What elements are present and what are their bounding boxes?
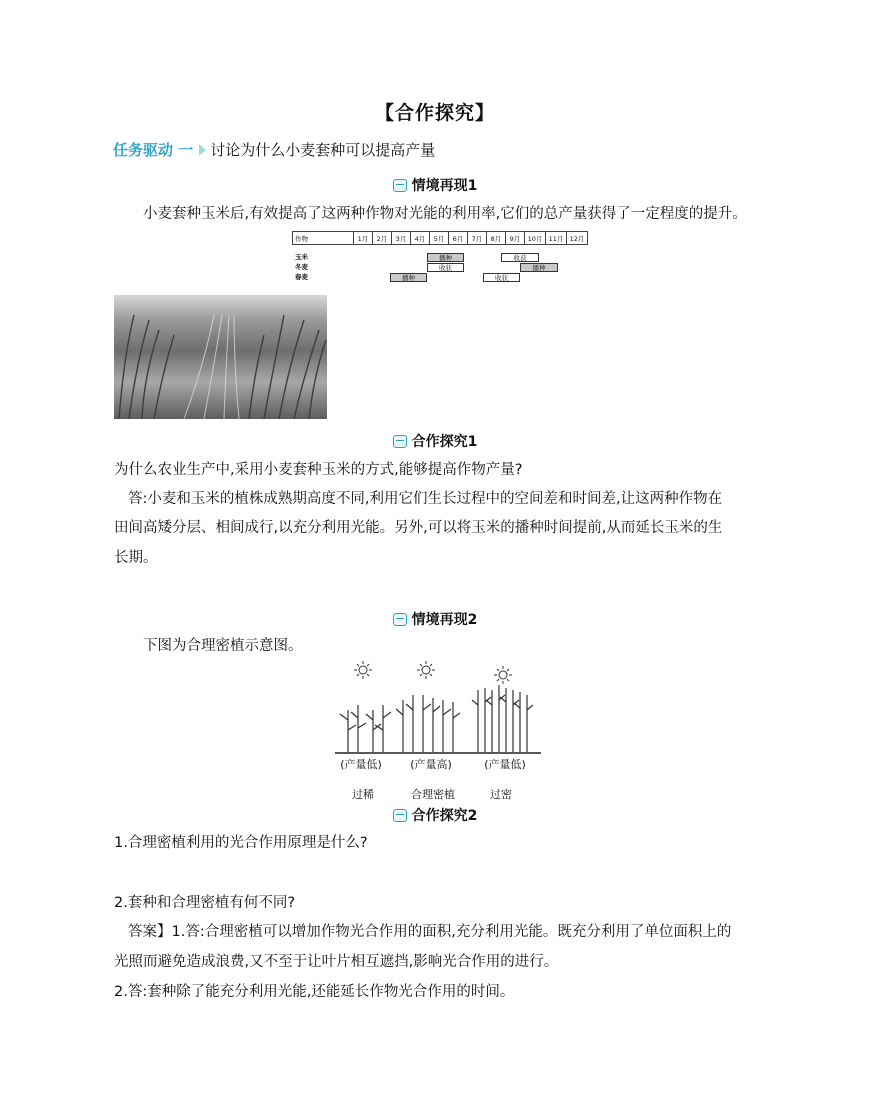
arrow-icon [199,144,206,156]
scenario2-text: 下图为合理密植示意图。 [143,638,303,654]
table-header-cell: 6月 [449,232,468,245]
scenario1-heading-text: 情境再现1 [411,178,478,194]
table-header-cell: 11月 [546,232,567,245]
task-header [113,139,435,160]
explore1-answer-line: 田间高矮分层、相间成行,以充分利用光能。另外,可以将玉米的播种时间提前,从而延长玉米的生 [114,520,723,536]
table-header-cell: 8月 [487,232,506,245]
table-header-cell: 3月 [392,232,411,245]
table-header-cell: 5月 [430,232,449,245]
explore1-answer-line: 长期。 [114,550,158,566]
schedule-bar: 收获 [483,273,520,282]
table-header-cell: 10月 [525,232,546,245]
schedule-bar: 播种 [520,263,558,272]
scenario1-text: 小麦套种玉米后,有效提高了这两种作物对光能的利用率,它们的总产量获得了一定程度的提升。 [143,206,747,222]
explore2-question-1: 1.合理密植利用的光合作用原理是什么? [114,835,368,851]
table-header-cell: 7月 [468,232,487,245]
crop-schedule-table [292,231,588,245]
density-label: 过密 [490,788,512,801]
planting-density-diagram [333,660,543,800]
explore1-heading [0,431,870,451]
book-icon [393,179,407,192]
table-header-cell: 1月 [354,232,373,245]
wheat-corn-field-photo [114,295,327,419]
explore2-heading-text: 合作探究2 [411,808,478,824]
crop-label: 玉米 [295,253,308,261]
yield-label: (产量低) [484,758,526,771]
book-icon [393,613,407,626]
schedule-bar: 收获 [501,253,539,262]
explore1-question: 为什么农业生产中,采用小麦套种玉米的方式,能够提高作物产量? [114,462,523,478]
page-title: 【合作探究】 [374,102,495,124]
yield-label: (产量低) [340,758,382,771]
schedule-bar: 收获 [427,263,464,272]
pencil-icon [393,809,407,822]
crop-label: 春麦 [295,273,308,281]
scenario1-heading [0,175,870,195]
scenario2-heading [0,609,870,629]
task-text: 讨论为什么小麦套种可以提高产量 [210,141,436,159]
scenario2-heading-text: 情境再现2 [411,612,478,628]
density-label: 过稀 [352,788,374,801]
density-label: 合理密植 [411,788,455,801]
yield-label: (产量高) [410,758,452,771]
explore2-answer-line: 2.答:套种除了能充分利用光能,还能延长作物光合作用的时间。 [114,984,515,1000]
explore2-question-2: 2.套种和合理密植有何不同? [114,895,296,911]
schedule-bar: 播种 [427,253,464,262]
explore2-answer-line: 答案】1.答:合理密植可以增加作物光合作用的面积,充分利用光能。既充分利用了单位面积上的 [128,924,732,940]
task-tag: 任务驱动 一 [113,141,194,159]
crop-labels [295,252,308,282]
crop-label: 冬麦 [295,263,308,271]
table-header-cell: 2月 [373,232,392,245]
explore1-heading-text: 合作探究1 [411,434,478,450]
pencil-icon [393,435,407,448]
schedule-bar: 播种 [390,273,427,282]
table-header-cell: 9月 [506,232,525,245]
explore2-heading [0,805,870,825]
explore1-answer-line: 答:小麦和玉米的植株成熟期高度不同,利用它们生长过程中的空间差和时间差,让这两种作物在 [128,491,723,507]
table-header-cell: 4月 [411,232,430,245]
table-header-cell: 12月 [567,232,588,245]
explore2-answer-line: 光照而避免造成浪费,又不至于让叶片相互遮挡,影响光合作用的进行。 [114,954,559,970]
table-header-cell: 作物 [293,232,354,245]
